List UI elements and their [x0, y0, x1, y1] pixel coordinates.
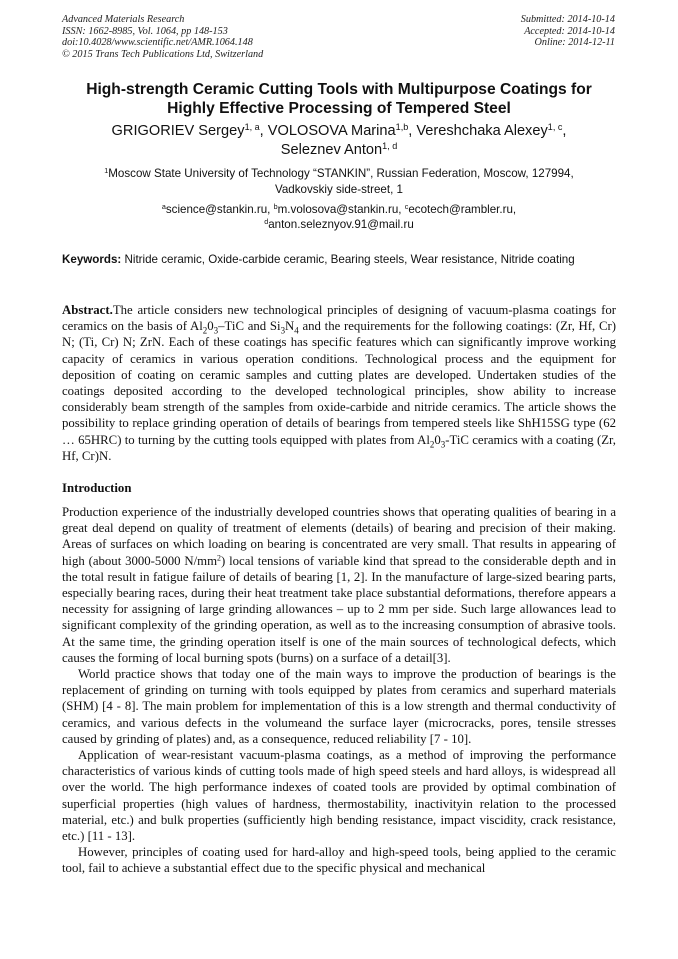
author-affil-mark: 1,b [395, 122, 409, 133]
journal-info [62, 14, 263, 60]
submission-dates [521, 14, 615, 49]
keywords-text: Nitride ceramic, Oxide-carbide ceramic, Bearing steels, Wear resistance, Nitride coating [121, 253, 575, 266]
keywords [62, 252, 616, 267]
affil-line-1: Moscow State University of Technology “STANKIN”, Russian Federation, Moscow, 127994, [108, 167, 574, 180]
journal-issn: ISSN: 1662-8985, Vol. 1064, pp 148-153 [62, 25, 228, 37]
author-name: VOLOSOVA Marina [267, 123, 396, 139]
email-link[interactable]: anton.seleznyov.91@mail.ru [268, 218, 414, 231]
section-heading-introduction: Introduction [62, 481, 132, 495]
email-link[interactable]: m.volosova@stankin.ru, [277, 203, 405, 216]
date-submitted: Submitted: 2014-10-14 [520, 14, 615, 25]
title-line-2: Highly Effective Processing of Tempered Steel [167, 99, 511, 117]
paragraph: Application of wear-resistant vacuum-plasma coatings, as a method of improving the performance characteristics of various kinds of cutting tools made of high speed steels and hard alloys, is widespread all over the world. The high performance indexes of coated tools are provided by optimal combination of superficial properties (high values of hardness, thermostability, inactivityin relation to the processed material, etc.) and bulk properties (sufficiently high bending resistance, impact viscidity, crack resistance, etc.) [11 - 13]. [62, 748, 616, 844]
author-affil-mark: 1, c [547, 122, 563, 133]
paragraph: Production experience of the industrially developed countries shows that operating qualities of bearing in a great deal depend on quality of treatment of elements (details) of bearing and precision of their making. Areas of surfaces on which loading on bearing is concentrated are very small. That results in appearing of high (about 3000-5000 $N/mm^2$) local tensions of variable kind that spread to the considerable depth and in the total result in fatigue failure of details of bearing [1, 2]. In the manufacture of large-sized bearing parts, especially bearing races, during their heat treatment take place substantial deformations, therefore appears a necessity for assigning of large grinding allowances – up to 2 mm per side. Such large allowances lead to significant complexity of the grinding operation, as well as to the increasing consumption of abrasive tools. At the same time, the grinding operation itself is one of the main sources of technological defects, which causes the forming of local burning spots (burns) on a surface of a detail[3]. [62, 505, 616, 665]
author-name: Seleznev Anton [280, 141, 383, 158]
author-affil-mark: 1, a [244, 122, 260, 133]
authors-line-1: GRIGORIEV Sergey$^{1, a}$, VOLOSOVA Marina$^{1,b}$, Vereshchaka Alexey$^{1, c}$, [111, 122, 567, 139]
author-affil-mark: 1, d [382, 140, 398, 151]
paper-title [50, 81, 628, 118]
journal-doi: doi:10.4028/www.scientific.net/AMR.1064.148 [62, 37, 253, 49]
email-link[interactable]: ecotech@rambler.ru, [408, 203, 517, 216]
journal-name: Advanced Materials Research [62, 14, 185, 25]
abstract-label: Abstract. [62, 303, 113, 317]
author-list [50, 122, 628, 159]
affil-mark: 1 [104, 166, 109, 176]
keywords-label: Keywords: [62, 253, 122, 266]
authors-line-2 [50, 141, 628, 160]
author-name: Vereshchaka Alexey [416, 123, 548, 139]
abstract: Abstract.The article considers new technological principles of designing of vacuum-plasma coatings for ceramics on the basis of $Al_20_3$–TiC and $Si_3N_4$ and the requirements for the following coatings: (Zr, Hf, Cr) N; (Ti, Cr) N; ZrN. Each of these coatings has specific features which can significantly improve working capacity of ceramics in various operation conditions. Technological process and the equipment for deposition of coating on ceramic samples and cutting plates are developed. Undertaken studies of the coatings deposited according to the developed technological principles, show ability to increase considerably beam strength of the samples from oxide-carbide and nitride ceramics. The article shows the possibility to replace grinding operation of details of bearings from tempered steels like ShH15SG type (62 … 65HRC) to turning by the cutting tools equipped with plates from $Al_20_3$-TiC ceramics with a coating (Zr, Hf, Cr)N. [62, 303, 617, 463]
email-link[interactable]: science@stankin.ru, [165, 203, 274, 216]
title-line-1: High-strength Ceramic Cutting Tools with Multipurpose Coatings for [86, 81, 592, 98]
affiliation [62, 166, 616, 197]
introduction-body [62, 504, 616, 877]
author-emails: $^a$science@stankin.ru, $^b$m.volosova@stankin.ru, $^c$ecotech@rambler.ru, $^d$anton.seleznyov.91@mail.ru [161, 202, 517, 231]
paragraph: World practice shows that today one of the main ways to improve the production of bearings is the replacement of grinding on turning with tools equipped by plates from ceramics and superhard materials (SHM) [4 - 8]. The main problem for implementation of this is a low strength and thermal conductivity of ceramics, and various defects in the volumeand the surface layer (microcracks, pores, tensile stresses caused by grinding of plates) and, as a consequence, reduced reliability [7 - 10]. [62, 667, 616, 746]
date-accepted: Accepted: 2014-10-14 [524, 25, 615, 37]
journal-copyright: © 2015 Trans Tech Publications Ltd, Switzerland [62, 48, 264, 60]
date-online: Online: 2014-12-11 [534, 37, 615, 49]
affil-line-2: Vadkovskiy side-street, 1 [274, 182, 403, 196]
author-name: GRIGORIEV Sergey [111, 123, 245, 139]
paragraph: However, principles of coating used for hard-alloy and high-speed tools, being applied to the ceramic tool, fail to achieve a substantial effect due to the specific physical and mechanical [62, 845, 616, 876]
